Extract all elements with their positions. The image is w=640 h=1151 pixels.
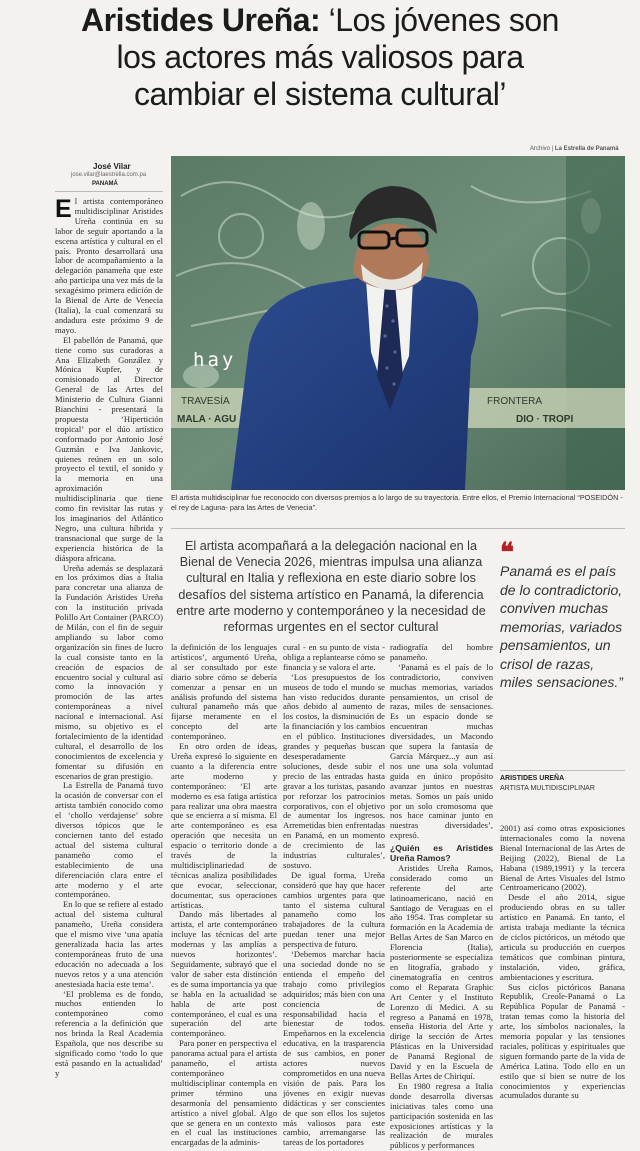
portrait-photo: [171, 156, 625, 490]
paragraph: l artista contemporáneo multidisciplinar Aristides Ureña continúa en su labor de seguir aportando a la escena artística y cultural en el país. Pronto desarrollará una labor de acompañamiento a la delegación panameña que este año participa una vez más de la sexagésimo primera edición de la Bienal de Arte de Venecia (Italia), la cual comenzará su andadura este próximo 9 de mayo.: [55, 196, 163, 335]
paragraph: Aristides Ureña Ramos, considerado como un referente del arte latinoamericano, nació en Santiago de Veraguas en el año 1954. Tras completar su formación en la Academia de Bellas Artes de San Marco en Florencia (Italia), posteriormente se especializa en litografía, grabado y cinematografía en centros como el Reparata Graphic Art Center y el Instituto Lorenzo di Medici. A su regreso a Panamá en 1978, enseña Historia del Arte y dirige la sección de Artes Plásticas en la Universidad de Panamá Regional de David y en la Escuela de Bellas Artes de Chiriquí.: [390, 862, 493, 1081]
paragraph: Sus ciclos pictóricos Banana Republik, Creole-Panamá o La República Popular de Panamá - tratan temas como la historia del arte, los símbolos nacionales, la memoria popular y las tensiones raciales, políticas y espirituales que siguen formando parte de la vida de América Latina. Todo ello en un estilo que si bien se nutre de los conocimientos y experiencias acumulados durante su: [500, 981, 625, 1101]
quote-mark-icon: ❝: [500, 537, 514, 567]
paragraph: ‘Debemos marchar hacia una sociedad donde no se entienda el empeño del trabajo como privilegios adquiridos; más bien con una conciencia de responsabilidad hacia el bienestar de todos. Empeñarnos en la excelencia educativa, en la trasparencia de sus cambios, en poner actores nuevos comprometidos en una nueva visión de país. Para los jóvenes en exigir nuevas didácticas y ser conscientes de que son ellos los sujetos más valiosos para este cambio, arremangarse las tareas de los portadores: [283, 949, 385, 1148]
headline-speaker: Aristides Ureña:: [81, 2, 321, 38]
paragraph: cural - en su punto de vista - obliga a replantearse cómo se financia y se valora el arte.: [283, 642, 385, 672]
portrait-illustration: [171, 156, 625, 490]
headline-line3: cambiar el sistema cultural’: [134, 76, 506, 112]
paragraph: En otro orden de ideas, Ureña expresó lo siguiente en cuanto a la diferencia entre arte moderno y contemporáneo: ‘El arte moderno es esa fatiga artística para realizar una obra maestra que se encierra a sí misma. El arte contemporáneo es esa operación que necesita un espacio o territorio donde a través de la multidisciplinariedad de técnicas analiza posibilidades que evocar, seleccionar, documentar, sus operaciones artísticas.: [171, 741, 277, 910]
quote-attribution-name: ARISTIDES UREÑA: [500, 775, 565, 782]
byline-divider: [55, 191, 163, 192]
photo-credit-prefix: Archivo |: [530, 146, 554, 152]
article-column-5: [500, 824, 625, 1136]
paragraph: En lo que se refiere al estado actual del sistema cultural panameño, Ureña considera que el mismo vive ‘una apatía generalizada hacia las artes contemporáneas fruto de una educación no adecuada a los nuevos retos y a una atención anestesiada hacia este tema’.: [55, 899, 163, 989]
paragraph: Desde el año 2014, sigue produciendo obras en su taller artístico en Panamá. En tanto, el artista trabaja mediante la técnica de ciclos pictóricos, un método que articula su producción en cuerpos temáticos que combinan pintura, instalación, video, gráfica, ambientaciones y escritura.: [500, 892, 625, 982]
headline-line1: ‘Los jóvenes son: [328, 2, 559, 38]
paragraph: Dando más libertades al artista, el arte contemporáneo incluye las técnicas del arte modernas y las amplías a nuevos horizontes’. Seguidamente, subrayó que el valor de saber esta distinción es de suma importancia ya que se habla en la actualidad se habla de arte post contemporáneo, el cual es una superación del arte contemporáneo.: [171, 909, 277, 1039]
mural-text: MALA · AGU: [177, 414, 237, 425]
paragraph: El pabellón de Panamá, que tiene como sus curadoras a Ana Elizabeth González y Mónica Kupfer, y de comisionado al Director General de las Artes del Ministerio de Cultura Gianni Bianchini - presentará la propuesta ‘Hipertición tropical’ por el dúo artístico conformado por Antonio José Guzmán e Iva Jankovic, quienes reúnen en un solo proyecto el textil, el sonido y la memoria en una aproximación multidisciplinaria que tiene como fin revisitar las rutas y los imaginarios del Atlántico Negro, una cultura híbrida y transnacional que surge de la experiencia histórica de la diáspora africana.: [55, 334, 163, 563]
byline-location: PANAMÁ: [92, 181, 118, 187]
paragraph: La Estrella de Panamá tuvo la ocasión de conversar con el artista también conocido como el ‘chollo verdajense’ sobre diversos tópicos que le conciernen tanto del estado actual del sistema cultural panameño como el establecimiento de una diferenciación clara entre el arte moderno y el arte contemporáneo.: [55, 780, 163, 900]
drop-cap: E: [55, 195, 72, 223]
section-subhead: ¿Quién es Aristides Ureña Ramos?: [390, 843, 493, 864]
paragraph: Ureña además se desplazará en los próximos días a Italia para concretar una alianza de la Fundación Aristides Ureña con la institución privada Polillo Art Container (PARCO) de Milán, con el fin de seguir ampliando su labor como organización sin fines de lucro la cual consiste tanto en la creación de espacios de encuentro social y cultural así como la innovación y promoción de las artes contemporáneas a nivel nacional e internacional. Así mismo, su objetivo es el fortalecimiento de la identidad cultural, el desarrollo de los conocimientos de excelencia y fomentar su difusión en escenarios de gran prestigio.: [55, 562, 163, 781]
article-column-2: [171, 642, 277, 1148]
byline-name: José Vilar: [93, 162, 131, 171]
deck-summary: El artista acompañará a la delegación nacional en la Bienal de Venecia 2026, mientras impulsa una alianza cultural en Italia y reflexiona en este diario sobre los desafíos del sistema artístico en Panamá, la diferencia entre arte moderno y contemporáneo y la necesidad de reformas urgentes en el sector cultural: [176, 539, 486, 635]
caption-divider: [171, 528, 625, 529]
paragraph: ‘Panamá es el país de lo contradictorio, conviven muchas memorias, variados pensamientos, un crisol de razas, miles de sensaciones. Es un espacio donde se encuentran muchas diversidades, un Macondo que supera la fantasía de García Márquez...y aun así nos une una sola voluntad guida en único propósito avanzar juntos en nuestras metas. Somos un país unido por un solo cromosoma que nos hace caminar junto en nuestras diversidades’, expresó.: [390, 661, 493, 841]
paragraph: radiografía del hombre panameño.: [390, 642, 493, 662]
headline: [0, 2, 640, 113]
mural-text: FRONTERA: [487, 396, 542, 407]
paragraph: En 1980 regresa a Italia donde desarrolla diversas iniciativas tales como una participación sostenida en las exposiciones artísticas y la realización de murales públicos y performances: [390, 1080, 493, 1151]
pull-quote: Panamá es el país de lo contradictorio, conviven muchas memorias, variados pensamientos, un crisol de razas, miles sensaciones.”: [500, 563, 623, 690]
paragraph: ‘Los presupuestos de los museos de todo el mundo se han visto reducidos durante años debido al aumento de los costos, la disminución de la financiación y los cambios en el público. Instituciones grandes y pequeñas buscan desesperadamente soluciones, desde subir el precio de las entradas hasta gravar a los turistas, pasando por reforzar los patrocinios corporativos, con el objetivo de aumentar los ingresos. Arremetidas bien enfrentadas en Panamá, en un momento de crecimiento de las industrias culturales’, sostuvo.: [283, 671, 385, 870]
paragraph: 2001) así como otras exposiciones internacionales como la novena Bienal Internacional de las Artes de Beijing (2022), Bienal de La Habana (1989,1991) y la tercera Bienal de Artes Visuales del Istmo Centroamericano (2002).: [500, 823, 625, 893]
mural-text: TRAVESÍA: [181, 396, 230, 407]
paragraph: Para poner en perspectiva el panorama actual para el artista panameño, el artista contemporáneo multidisciplinar contempla en primer término una desarmonía del pensamiento artístico a nivel global. Algo que se genera en un contexto en el cual las instituciones encargadas de la adminis-: [171, 1038, 277, 1148]
article-column-1: [55, 197, 163, 1136]
photo-caption: El artista multidisciplinar fue reconocido con diversos premios a lo largo de su trayectoria. Entre ellos, el Premio Internacional “POSEIDÓN - el rey de Laguna- para las Artes de Venecia”.: [171, 493, 623, 512]
paragraph: la definición de los lenguajes artísticos’, argumentó Ureña, al ser consultado por este diario sobre cómo se debería comenzar a pensar en un análisis profundo del sistema cultural panameño más que fijarse meramente en el concepto del arte contemporáneo.: [171, 642, 277, 742]
quote-divider: [500, 770, 625, 771]
article-column-3: [283, 642, 385, 1148]
photo-credit-source: La Estrella de Panamá: [554, 146, 619, 152]
photo-overlay-text: hay: [193, 349, 237, 371]
article-column-4: [390, 642, 493, 1151]
mural-text: DIO · TROPI: [516, 414, 574, 425]
photo-credit: [530, 146, 619, 152]
paragraph: De igual forma, Ureña consideró que hay que hacer cambios urgentes para que tanto el sistema cultural panameño como los trabajadores de la cultura puedan tener una mejor perspectiva de futuro.: [283, 869, 385, 950]
paragraph: ‘El problema es de fondo, muchos entienden lo contemporáneo como referencia a la definición que nos brinda la Real Academia Española, que nos describe su significado como ‘todo lo que está pasando en la actualidad’ y: [55, 988, 163, 1078]
quote-attribution-role: ARTISTA MULTIDISCIPLINAR: [500, 785, 595, 792]
headline-line2: los actores más valiosos para: [116, 39, 524, 75]
byline-email: jose.vilar@laestrella.com.pa: [71, 172, 147, 178]
